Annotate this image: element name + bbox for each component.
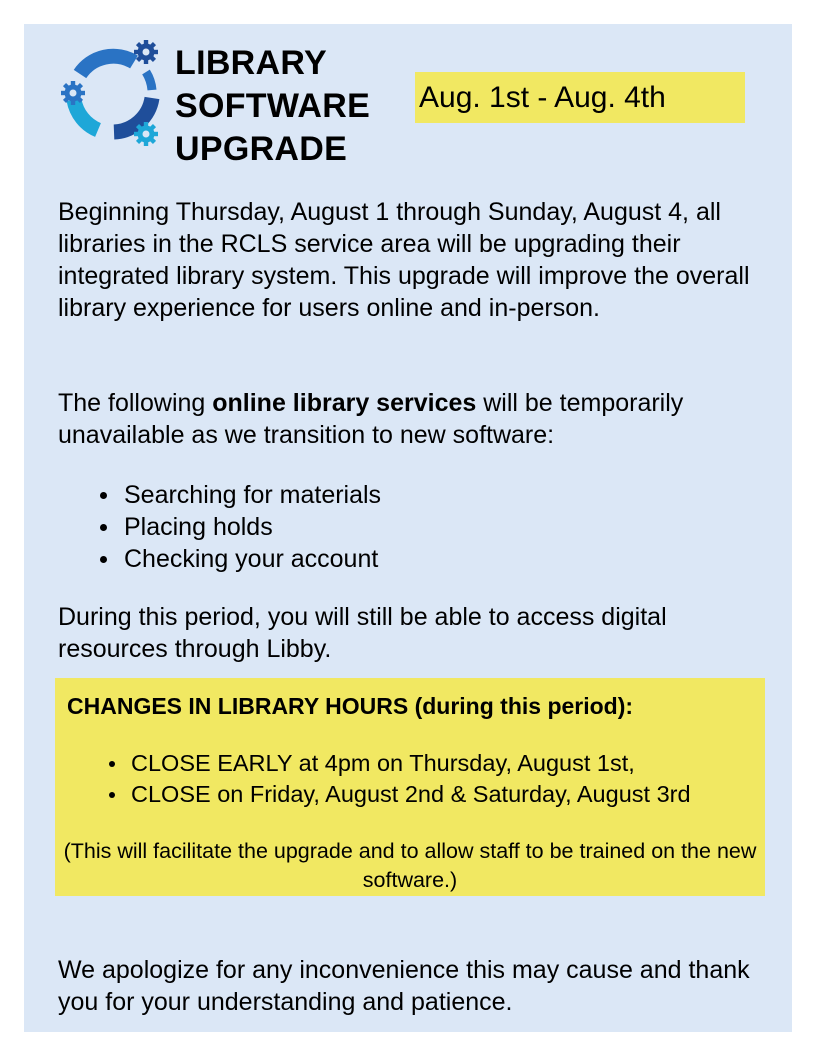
- title-line-1: LIBRARY: [175, 44, 327, 82]
- unavailable-services-list: [58, 479, 381, 575]
- online-services-bold: online library services: [212, 389, 477, 417]
- online-services-paragraph: [58, 387, 778, 451]
- hours-changes-list: [55, 748, 691, 810]
- date-range-badge: Aug. 1st - Aug. 4th: [415, 72, 745, 123]
- title-line-3: UPGRADE: [175, 130, 348, 168]
- hours-changes-box: [55, 678, 765, 896]
- gears-logo-icon: [56, 38, 168, 150]
- digital-resources-paragraph: During this period, you will still be able to access digital resources through Libby.: [58, 603, 667, 663]
- online-services-text-after: will be temporarily unavailable as we transition to new software:: [58, 389, 684, 449]
- online-services-text-before: The following: [58, 389, 213, 417]
- closing-paragraph: We apologize for any inconvenience this may cause and thank you for your understanding and patience.: [58, 956, 750, 1016]
- page-title: [175, 42, 370, 171]
- list-item: Placing holds: [58, 511, 381, 543]
- list-item: Checking your account: [58, 543, 381, 575]
- list-item: CLOSE EARLY at 4pm on Thursday, August 1st,: [55, 748, 691, 779]
- list-item: CLOSE on Friday, August 2nd & Saturday, August 3rd: [55, 779, 691, 810]
- hours-changes-note: (This will facilitate the upgrade and to allow staff to be trained on the new software.): [63, 839, 757, 892]
- intro-paragraph: Beginning Thursday, August 1 through Sunday, August 4, all libraries in the RCLS service area will be upgrading their integrated library system. This upgrade will improve the overall library experience for users online and in-person.: [58, 198, 750, 322]
- hours-changes-heading: CHANGES IN LIBRARY HOURS (during this period):: [67, 693, 634, 719]
- title-line-2: SOFTWARE: [175, 87, 371, 125]
- list-item: Searching for materials: [58, 479, 381, 511]
